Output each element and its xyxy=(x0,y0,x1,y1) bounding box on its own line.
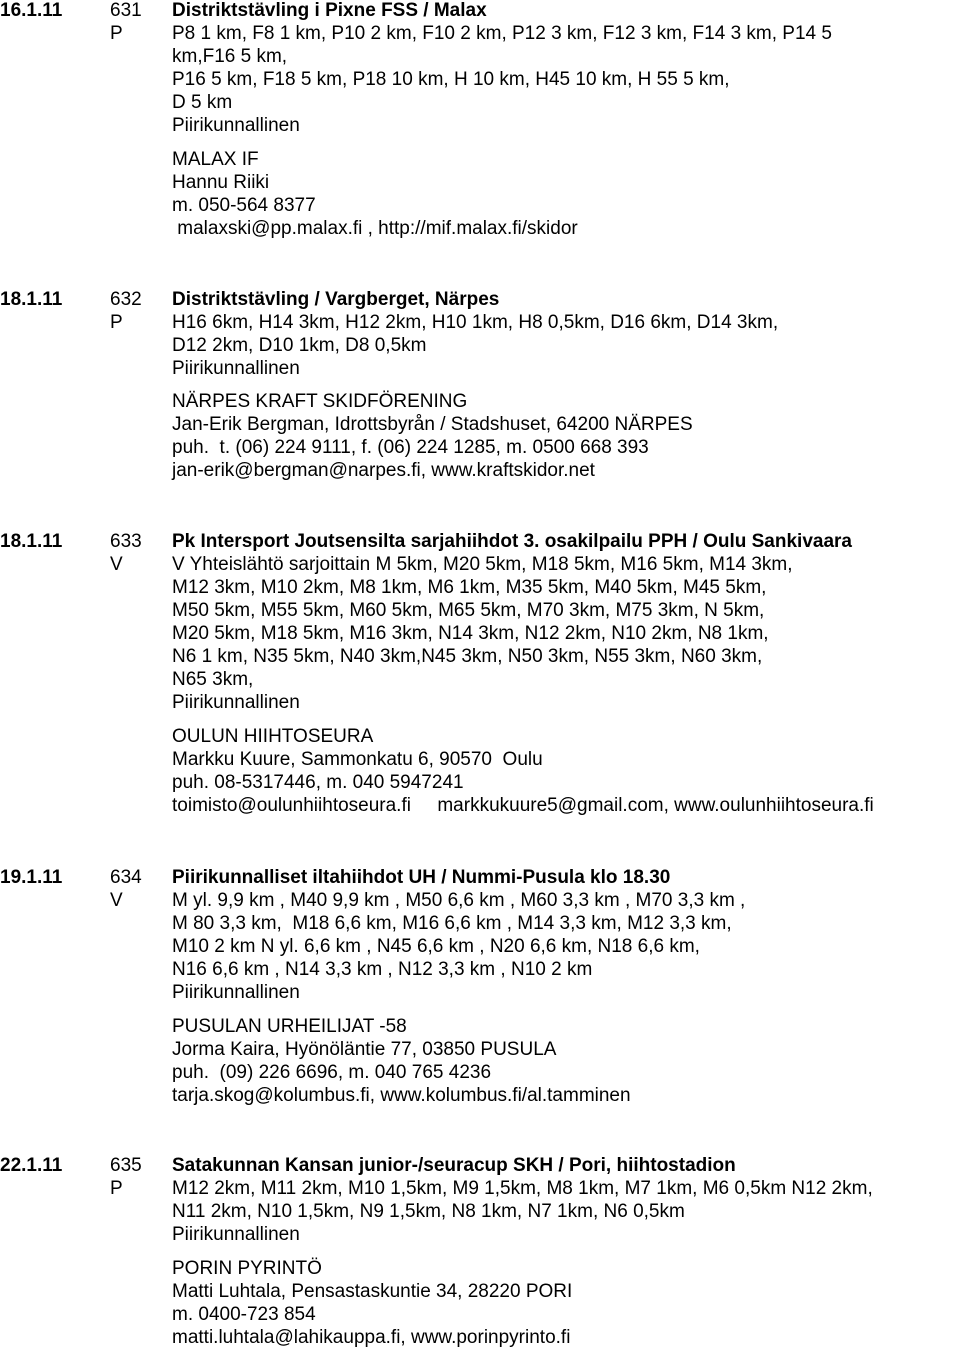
event-class-line: D 5 km xyxy=(172,92,233,113)
event-number: 635 xyxy=(110,1155,142,1176)
event-class-line: N6 1 km, N35 5km, N40 3km,N45 3km, N50 3km, N55 3km, N60 3km, xyxy=(172,646,763,667)
contact-web[interactable]: matti.luhtala@lahikauppa.fi, www.porinpyrinto.fi xyxy=(172,1327,571,1348)
contact-phone: puh. t. (06) 224 9111, f. (06) 224 1285, m. 0500 668 393 xyxy=(172,437,649,458)
contact-web[interactable]: tarja.skog@kolumbus.fi, www.kolumbus.fi/al.tamminen xyxy=(172,1085,631,1106)
event-class-line: M yl. 9,9 km , M40 9,9 km , M50 6,6 km , M60 3,3 km , M70 3,3 km , xyxy=(172,890,746,911)
event-level: Piirikunnallinen xyxy=(172,982,300,1003)
event-class-line: H16 6km, H14 3km, H12 2km, H10 1km, H8 0,5km, D16 6km, D14 3km, xyxy=(172,312,779,333)
event-class-line: M12 2km, M11 2km, M10 1,5km, M9 1,5km, M8 1km, M7 1km, M6 0,5km N12 2km, xyxy=(172,1178,873,1199)
event-class-line: M50 5km, M55 5km, M60 5km, M65 5km, M70 3km, M75 3km, N 5km, xyxy=(172,600,765,621)
event-class-line: N11 2km, N10 1,5km, N9 1,5km, N8 1km, N7 1km, N6 0,5km xyxy=(172,1201,685,1222)
organizer-name: PORIN PYRINTÖ xyxy=(172,1258,322,1279)
event-class-line: N65 3km, xyxy=(172,669,254,690)
event-class-line: D12 2km, D10 1km, D8 0,5km xyxy=(172,335,427,356)
event-date: 16.1.11 xyxy=(0,0,63,21)
event-type: P xyxy=(110,312,123,333)
contact-person: Matti Luhtala, Pensastaskuntie 34, 28220 PORI xyxy=(172,1281,573,1302)
contact-phone: puh. (09) 226 6696, m. 040 765 4236 xyxy=(172,1062,492,1083)
organizer-name: OULUN HIIHTOSEURA xyxy=(172,726,374,747)
event-class-line: km,F16 5 km, xyxy=(172,46,288,67)
contact-person: Markku Kuure, Sammonkatu 6, 90570 Oulu xyxy=(172,749,543,770)
event-number: 631 xyxy=(110,0,142,21)
event-level: Piirikunnallinen xyxy=(172,358,300,379)
contact-phone: puh. 08-5317446, m. 040 5947241 xyxy=(172,772,464,793)
event-date: 22.1.11 xyxy=(0,1155,63,1176)
event-level: Piirikunnallinen xyxy=(172,115,300,136)
contact-web[interactable]: jan-erik@bergman@narpes.fi, www.kraftskidor.net xyxy=(172,460,595,481)
event-date: 19.1.11 xyxy=(0,867,63,888)
event-class-line: M12 3km, M10 2km, M8 1km, M6 1km, M35 5km, M40 5km, M45 5km, xyxy=(172,577,767,598)
event-title: Piirikunnalliset iltahiihdot UH / Nummi-Pusula klo 18.30 xyxy=(172,867,671,888)
event-class-line: M10 2 km N yl. 6,6 km , N45 6,6 km , N20 6,6 km, N18 6,6 km, xyxy=(172,936,700,957)
event-type: V xyxy=(110,890,123,911)
contact-phone: m. 0400-723 854 xyxy=(172,1304,316,1325)
contact-person: Jorma Kaira, Hyönöläntie 77, 03850 PUSULA xyxy=(172,1039,557,1060)
event-class-line: P16 5 km, F18 5 km, P18 10 km, H 10 km, H45 10 km, H 55 5 km, xyxy=(172,69,730,90)
event-class-line: P8 1 km, F8 1 km, P10 2 km, F10 2 km, P12 3 km, F12 3 km, F14 3 km, P14 5 xyxy=(172,23,832,44)
event-number: 632 xyxy=(110,289,142,310)
contact-person: Hannu Riiki xyxy=(172,172,270,193)
contact-phone: m. 050-564 8377 xyxy=(172,195,316,216)
contact-web[interactable]: toimisto@oulunhiihtoseura.fi markkukuure5@gmail.com, www.oulunhiihtoseura.fi xyxy=(172,795,874,816)
event-title: Distriktstävling i Pixne FSS / Malax xyxy=(172,0,487,21)
organizer-name: NÄRPES KRAFT SKIDFÖRENING xyxy=(172,391,468,412)
event-title: Pk Intersport Joutsensilta sarjahiihdot 3. osakilpailu PPH / Oulu Sankivaara xyxy=(172,531,852,552)
event-class-line: V Yhteislähtö sarjoittain M 5km, M20 5km, M18 5km, M16 5km, M14 3km, xyxy=(172,554,793,575)
event-title: Satakunnan Kansan junior-/seuracup SKH / Pori, hiihtostadion xyxy=(172,1155,736,1176)
event-number: 634 xyxy=(110,867,142,888)
event-level: Piirikunnallinen xyxy=(172,1224,300,1245)
contact-person: Jan-Erik Bergman, Idrottsbyrån / Stadshuset, 64200 NÄRPES xyxy=(172,414,693,435)
event-class-line: N16 6,6 km , N14 3,3 km , N12 3,3 km , N10 2 km xyxy=(172,959,593,980)
organizer-name: PUSULAN URHEILIJAT -58 xyxy=(172,1016,407,1037)
contact-web[interactable]: malaxski@pp.malax.fi , http://mif.malax.fi/skidor xyxy=(172,218,578,239)
event-level: Piirikunnallinen xyxy=(172,692,300,713)
event-date: 18.1.11 xyxy=(0,531,63,552)
organizer-name: MALAX IF xyxy=(172,149,259,170)
event-type: P xyxy=(110,23,123,44)
event-number: 633 xyxy=(110,531,142,552)
event-title: Distriktstävling / Vargberget, Närpes xyxy=(172,289,500,310)
event-date: 18.1.11 xyxy=(0,289,63,310)
event-class-line: M 80 3,3 km, M18 6,6 km, M16 6,6 km , M14 3,3 km, M12 3,3 km, xyxy=(172,913,732,934)
event-type: V xyxy=(110,554,123,575)
event-class-line: M20 5km, M18 5km, M16 3km, N14 3km, N12 2km, N10 2km, N8 1km, xyxy=(172,623,769,644)
event-type: P xyxy=(110,1178,123,1199)
